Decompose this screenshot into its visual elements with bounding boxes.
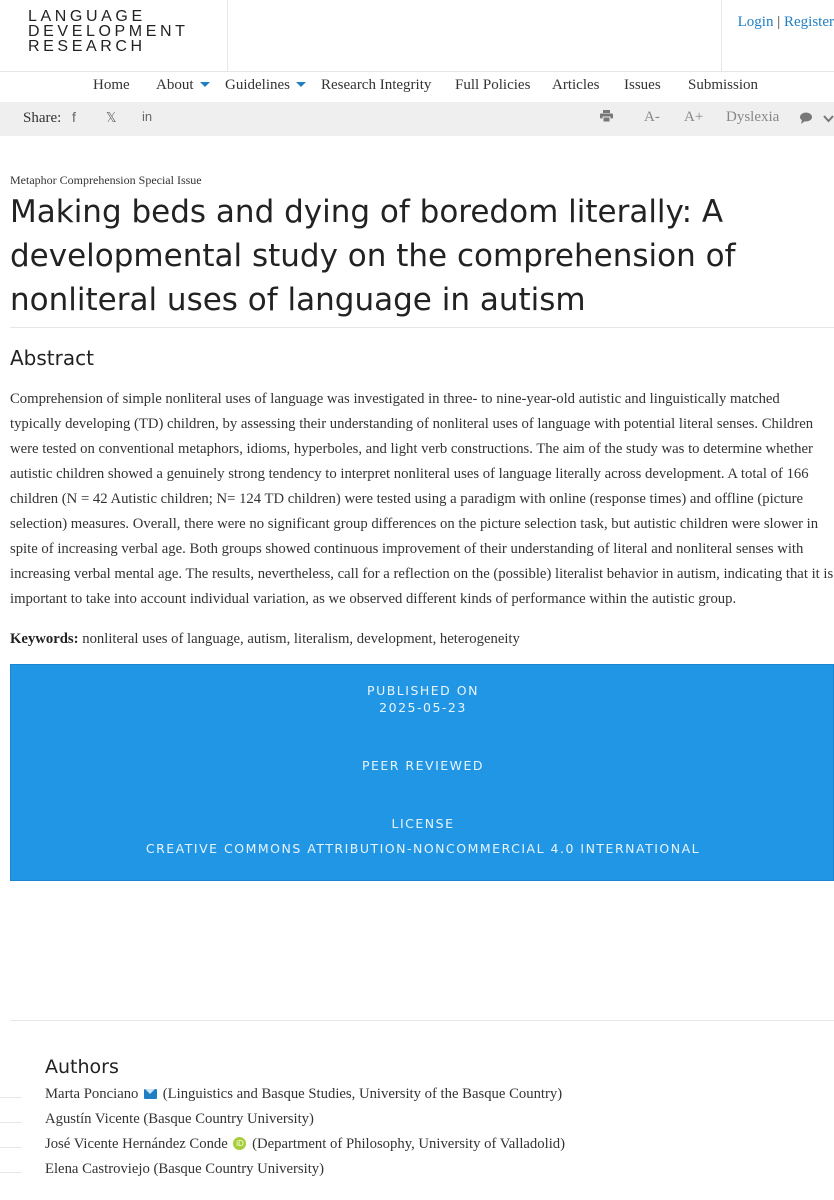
- facebook-icon[interactable]: f: [72, 109, 76, 125]
- main-nav: [0, 72, 834, 102]
- chevron-down-icon: [200, 82, 210, 87]
- author-item: [45, 1136, 565, 1153]
- author-divider: [0, 1097, 22, 1098]
- article-title: Making beds and dying of boredom literally: A developmental study on the comprehension of nonliteral uses of language in autism: [10, 194, 736, 318]
- author-divider: [0, 1172, 22, 1173]
- divider: [10, 327, 834, 328]
- share-toolbar: [0, 102, 834, 136]
- nav-item-label: Guidelines: [225, 77, 290, 93]
- abstract-heading: Abstract: [10, 346, 94, 370]
- share-label: Share:: [23, 110, 62, 126]
- nav-item-articles[interactable]: Articles: [552, 77, 600, 93]
- print-icon[interactable]: [600, 109, 613, 125]
- linkedin-icon[interactable]: in: [142, 109, 153, 124]
- logo-line-2: DEVELOPMENT: [28, 23, 189, 40]
- site-header: [0, 0, 834, 72]
- author-name[interactable]: Agustín Vicente: [45, 1111, 140, 1127]
- author-item: [45, 1111, 314, 1128]
- nav-item-about[interactable]: [156, 77, 210, 94]
- author-item: [45, 1086, 562, 1103]
- auth-links: [738, 14, 834, 31]
- nav-item-full-policies[interactable]: Full Policies: [455, 77, 531, 93]
- header-divider: [721, 0, 722, 71]
- nav-item-home[interactable]: Home: [93, 77, 130, 93]
- issue-section-label: Metaphor Comprehension Special Issue: [10, 173, 202, 187]
- keywords-label: Keywords:: [10, 631, 79, 647]
- published-date: 2025-05-23: [379, 700, 467, 715]
- x-twitter-icon[interactable]: 𝕏: [106, 110, 117, 125]
- chevron-down-icon: [296, 82, 306, 87]
- logo-line-3: RESEARCH: [28, 38, 146, 55]
- login-link[interactable]: Login: [737, 14, 774, 30]
- auth-separator: |: [777, 14, 781, 30]
- keywords: [10, 629, 834, 649]
- register-link[interactable]: Register: [784, 14, 834, 30]
- font-larger-button[interactable]: A+: [684, 109, 704, 125]
- logo-line-1: LANGUAGE: [28, 8, 146, 25]
- keywords-value: nonliteral uses of language, autism, literalism, development, heterogeneity: [82, 631, 520, 647]
- divider: [10, 1020, 834, 1021]
- author-name[interactable]: José Vicente Hernández Conde: [45, 1136, 228, 1152]
- author-name[interactable]: Marta Ponciano: [45, 1086, 139, 1102]
- chevron-down-icon[interactable]: [823, 110, 834, 126]
- author-affiliation: (Department of Philosophy, University of Valladolid): [252, 1136, 566, 1152]
- site-logo[interactable]: [28, 9, 189, 54]
- license-label: LICENSE: [391, 816, 455, 831]
- nav-item-research-integrity[interactable]: Research Integrity: [321, 77, 432, 93]
- published-label: PUBLISHED ON: [367, 683, 479, 698]
- author-divider: [0, 1147, 22, 1148]
- author-name[interactable]: Elena Castroviejo: [45, 1161, 150, 1177]
- nav-item-submission[interactable]: Submission: [688, 77, 759, 93]
- nav-item-label: About: [156, 77, 194, 93]
- publication-info-panel: [10, 664, 834, 881]
- peer-reviewed-badge: PEER REVIEWED: [361, 758, 485, 773]
- font-smaller-button[interactable]: A-: [644, 109, 660, 125]
- orcid-icon[interactable]: iD: [233, 1137, 246, 1150]
- mail-icon[interactable]: [144, 1089, 157, 1099]
- author-item: [45, 1161, 324, 1178]
- dyslexia-toggle[interactable]: Dyslexia: [726, 109, 780, 125]
- license-value[interactable]: CREATIVE COMMONS ATTRIBUTION-NONCOMMERCIAL 4.0 INTERNATIONAL: [145, 841, 701, 856]
- abstract-text: Comprehension of simple nonliteral uses of language was investigated in three- to nine-year-old autistic and linguistically matched typically developing (TD) children, by assessing their understanding of nonliteral uses of language with potential literal senses. Children were tested on conventional metaphors, idioms, hyperboles, and light verb constructions. The aim of the study was to determine whether autistic children showed a genuinely strong tendency to interpret nonliteral uses of language literally across development. A total of 166 children (N = 42 Autistic children; N= 124 TD children) were tested using a paradigm with online (response times) and offline (picture selection) measures. Overall, there were no significant group differences on the picture selection task, but autistic children were slower in spite of increasing verbal age. Both groups showed continuous improvement of their understanding of literal and nonliteral senses with increasing verbal mental age. The results, nevertheless, call for a reflection on the (possible) literalist behavior in autism, indicating that it is important to take into account individual variation, as we observed different kinds of performance within the autistic group.: [10, 391, 834, 607]
- nav-item-guidelines[interactable]: [225, 77, 306, 94]
- header-divider: [227, 0, 228, 71]
- nav-item-issues[interactable]: Issues: [624, 77, 661, 93]
- author-affiliation: (Basque Country University): [143, 1111, 314, 1127]
- author-affiliation: (Basque Country University): [153, 1161, 325, 1177]
- comments-icon-glyph: [800, 112, 814, 124]
- author-affiliation: (Linguistics and Basque Studies, University of the Basque Country): [162, 1086, 563, 1102]
- author-divider: [0, 1122, 22, 1123]
- comments-icon[interactable]: [800, 111, 814, 127]
- authors-heading: Authors: [45, 1056, 119, 1078]
- print-icon-glyph: [600, 110, 613, 122]
- chevron-down-glyph: [823, 115, 834, 123]
